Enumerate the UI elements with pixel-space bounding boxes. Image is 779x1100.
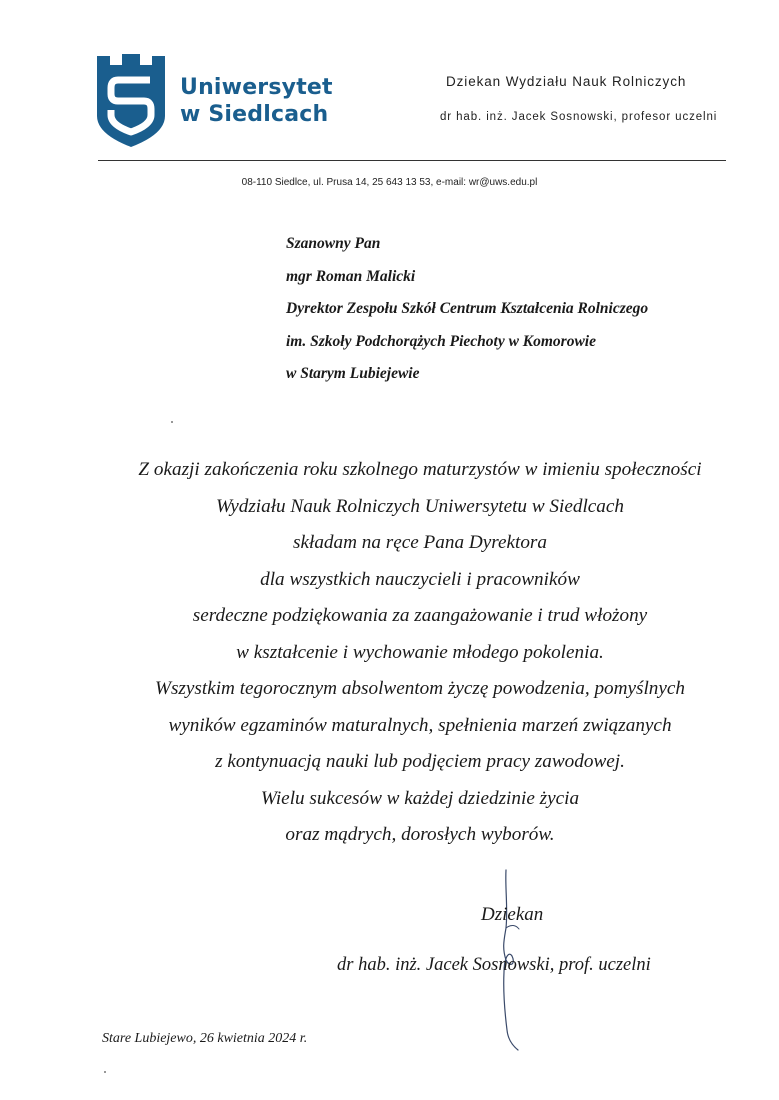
body-line: składam na ręce Pana Dyrektora — [293, 532, 547, 553]
university-name-line2: w Siedlcach — [180, 102, 329, 127]
recipient-line: Szanowny Pan — [286, 235, 381, 252]
dean-office-title: Dziekan Wydziału Nauk Rolniczych — [446, 74, 687, 89]
place-date: Stare Lubiejewo, 26 kwietnia 2024 r. — [102, 1031, 308, 1046]
header-divider — [98, 160, 726, 161]
recipient-line: w Starym Lubiejewie — [286, 365, 420, 382]
closing-name: dr hab. inż. Jacek Sosnowski, prof. uczelni — [337, 955, 651, 975]
body-line: Z okazji zakończenia roku szkolnego maturzystów w imieniu społeczności — [138, 459, 702, 480]
recipient-line: mgr Roman Malicki — [286, 267, 416, 285]
body-line: serdeczne podziękowania za zaangażowanie i trud włożony — [192, 605, 648, 626]
recipient-line: Dyrektor Zespołu Szkół Centrum Kształcenia Rolniczego — [286, 300, 649, 317]
body-line: Wszystkim tegorocznym absolwentom życzę powodzenia, pomyślnych — [154, 678, 686, 699]
scan-speck — [104, 1071, 106, 1073]
scan-speck — [171, 421, 173, 423]
letter-body — [60, 452, 779, 854]
university-logo — [96, 52, 166, 148]
body-line: oraz mądrych, dorosłych wyborów. — [285, 824, 555, 845]
closing-role: Dziekan — [481, 904, 544, 925]
recipient-line: im. Szkoły Podchorążych Piechoty w Komorowie — [286, 332, 596, 350]
body-line: wyników egzaminów maturalnych, spełnienia marzeń związanych — [168, 714, 672, 736]
university-name-line1: Uniwersytet — [180, 75, 333, 100]
body-line: z kontynuacją nauki lub podjęciem pracy zawodowej. — [215, 751, 625, 772]
body-line: Wydziału Nauk Rolniczych Uniwersytetu w Siedlcach — [215, 495, 624, 517]
body-line: dla wszystkich nauczycieli i pracowników — [260, 568, 580, 590]
recipient-block — [286, 228, 648, 391]
body-line: Wielu sukcesów w każdej dziedzinie życia — [260, 787, 580, 809]
address-line: 08-110 Siedlce, ul. Prusa 14, 25 643 13 53, e-mail: wr@uws.edu.pl — [241, 177, 538, 188]
university-name — [180, 74, 333, 128]
dean-name-header: dr hab. inż. Jacek Sosnowski, profesor uczelni — [440, 111, 718, 123]
body-line: w kształcenie i wychowanie młodego pokolenia. — [236, 641, 604, 663]
